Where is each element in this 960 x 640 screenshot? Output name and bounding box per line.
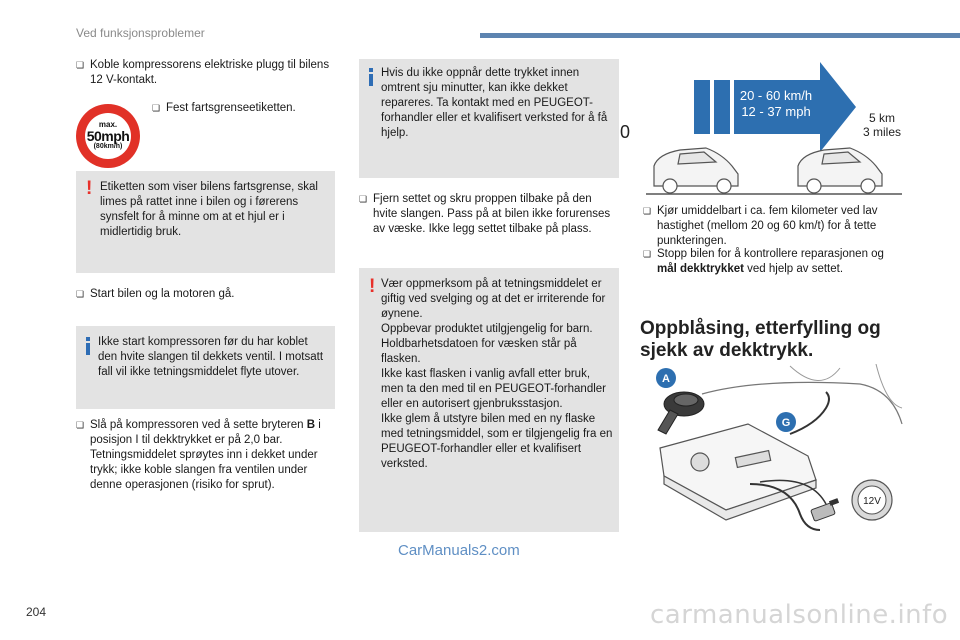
step-start-text: Start bilen og la motoren gå. (90, 288, 235, 300)
info-box-start (76, 326, 335, 409)
callout-a-icon (656, 368, 676, 388)
speed-limit-sign (76, 104, 140, 168)
warning-sealant-text: Vær oppmerksom på at tetningsmiddelet er giftig ved svelging og at det er irriterende for øynene. Oppbevar produktet utilgjengelig for barn. Holdbarhetsdatoen for væsken står på flasken. Ikke kast flasken i vanlig avfall etter bruk, men ta den med til en PEUGEOT-forhandler eller en autorisert gjenbruksstasjon. Ikke glem å utstyre bilen med en ny flaske med tetningsmiddel, som er tilgjengelig fra en PEUGEOT-forhandler eller et kvalifisert verksted. (381, 278, 613, 470)
svg-text:G: G (781, 417, 791, 429)
sign-mph-label: 50mph (86, 128, 130, 144)
checkbox-bullet-icon: ❏ (359, 194, 368, 204)
checkbox-bullet-icon: ❏ (643, 249, 652, 259)
warning-exclamation-icon: ! (86, 178, 93, 199)
distance-miles-label: 3 miles (862, 125, 902, 139)
svg-text:A: A (662, 373, 670, 385)
info-box-pressure (359, 59, 619, 178)
step-stop (643, 247, 905, 277)
drive-illustration (620, 58, 910, 198)
callout-g-icon (776, 412, 796, 432)
sealant-bottle-a (658, 392, 704, 434)
step-switch (76, 418, 338, 493)
step-drive (643, 204, 905, 249)
page-number: 204 (26, 605, 47, 619)
sign-kmh-label: (80km/h) (93, 143, 123, 150)
step-remove-text: Fjern settet og skru proppen tilbake på den hvite slangen. Pass på at bilen ikke forurenses av væske. Ikke legg settet tilbake på plass. (373, 193, 611, 235)
checkbox-bullet-icon: ❏ (152, 103, 161, 113)
step-label (152, 101, 332, 116)
car-icon-end (798, 148, 882, 193)
info-start-text: Ikke start kompressoren før du har koblet den hvite slangen til dekkets ventil. I motsatt fall vil ikke tetningsmiddelet flyte utover. (98, 336, 324, 378)
speed-kmh-label: 20 - 60 km/h (739, 88, 813, 103)
hose-white (790, 392, 829, 434)
section-heading: Oppblåsing, etterfylling og sjekk av dekktrykk. (640, 318, 881, 361)
info-icon (369, 68, 373, 86)
step-plug-text: Koble kompressorens elektriske plugg til bilens 12 V-kontakt. (90, 59, 330, 86)
section-title: Ved funksjonsproblemer (76, 26, 205, 40)
checkbox-bullet-icon: ❏ (76, 60, 85, 70)
car-icon-start (654, 148, 738, 193)
compressor-kit-illustration (640, 364, 904, 534)
warning-label-text: Etiketten som viser bilens fartsgrense, skal limes på rattet inne i bilen og i førerens synsfelt for å minne om at et hjul er i midlertidig bruk. (100, 181, 318, 238)
step-start (76, 287, 331, 302)
checkbox-bullet-icon: ❏ (76, 289, 85, 299)
compressor-body (660, 424, 816, 520)
info-icon (86, 337, 90, 355)
socket-label: 12V (863, 496, 881, 507)
speed-mph-label: 12 - 37 mph (741, 104, 811, 119)
header-accent-bar (480, 33, 960, 38)
checkbox-bullet-icon: ❏ (643, 206, 652, 216)
step-drive-text: Kjør umiddelbart i ca. fem kilometer ved lav hastighet (mellom 20 og 60 km/t) for å tette punkteringen. (657, 205, 878, 247)
step-switch-text: Slå på kompressoren ved å sette bryteren B i posisjon I til dekktrykket er på 2,0 bar. Tetningsmiddelet sprøytes inn i dekket under trykk; ikke koble slangen fra ventilen under denne operasjonen (risiko for sprut). (90, 419, 321, 491)
step-remove (359, 192, 614, 237)
socket-12v-icon (852, 480, 892, 520)
distance-km-label: 5 km (868, 111, 896, 125)
step-plug (76, 58, 331, 88)
footer-watermark[interactable]: carmanualsonline.info (650, 600, 949, 630)
watermark-carmanuals2[interactable]: CarManuals2.com (398, 542, 520, 559)
warning-exclamation-icon: ! (369, 276, 376, 297)
step-stop-text: Stopp bilen for å kontrollere reparasjonen og mål dekktrykket ved hjelp av settet. (657, 248, 884, 275)
checkbox-bullet-icon: ❏ (76, 420, 85, 430)
step-label-text: Fest fartsgrenseetiketten. (166, 102, 296, 114)
start-label: 0 (620, 122, 631, 142)
warning-box-label (76, 171, 335, 273)
sign-max-label: max. (98, 120, 118, 129)
warning-box-sealant (359, 268, 619, 532)
info-pressure-text: Hvis du ikke oppnår dette trykket innen omtrent sju minutter, kan ikke dekket repareres. Ta kontakt med en PEUGEOT-forhandler eller et kvalifisert verksted for å få hjelp. (381, 67, 608, 139)
